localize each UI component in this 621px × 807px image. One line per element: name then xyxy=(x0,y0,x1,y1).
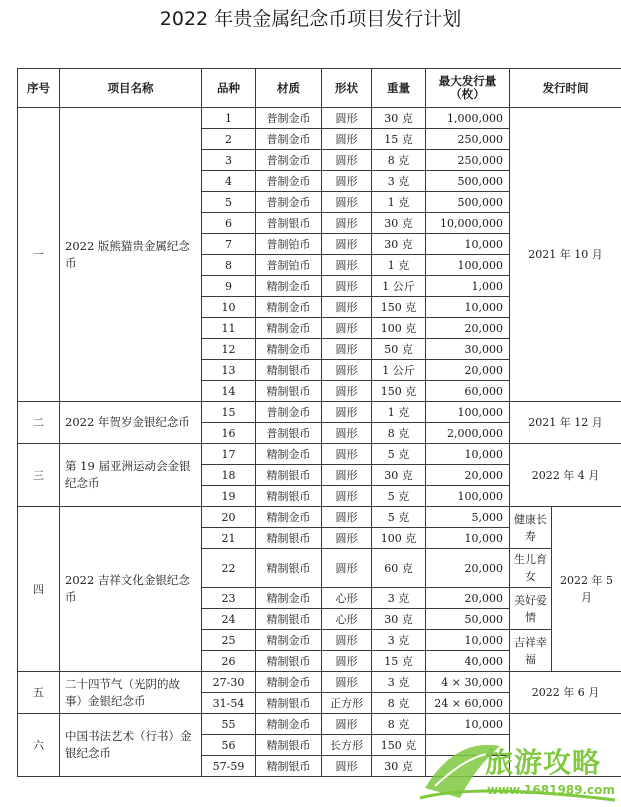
weight-cell: 30 克 xyxy=(372,213,426,234)
theme-cell: 吉祥幸福 xyxy=(510,630,552,672)
shape-cell: 圆形 xyxy=(322,150,372,171)
material-cell: 普制铂币 xyxy=(256,234,322,255)
mintage-cell: 10,000 xyxy=(426,630,510,651)
variety-cell: 12 xyxy=(202,339,256,360)
mintage-cell: 5,000 xyxy=(426,507,510,528)
material-cell: 精制金币 xyxy=(256,630,322,651)
variety-cell: 10 xyxy=(202,297,256,318)
variety-cell: 22 xyxy=(202,549,256,588)
variety-cell: 7 xyxy=(202,234,256,255)
shape-cell: 圆形 xyxy=(322,108,372,129)
variety-cell: 25 xyxy=(202,630,256,651)
issue-date: 2022 年 6 月 xyxy=(510,672,621,714)
mintage-cell: 10,000 xyxy=(426,444,510,465)
weight-cell: 5 克 xyxy=(372,507,426,528)
shape-cell: 圆形 xyxy=(322,486,372,507)
weight-cell: 100 克 xyxy=(372,528,426,549)
project-name: 中国书法艺术（行书）金银纪念币 xyxy=(60,714,202,777)
material-cell: 精制金币 xyxy=(256,276,322,297)
weight-cell: 30 克 xyxy=(372,108,426,129)
weight-cell: 60 克 xyxy=(372,549,426,588)
issue-date: 2021 年 12 月 xyxy=(510,402,621,444)
weight-cell: 3 克 xyxy=(372,588,426,609)
variety-cell: 17 xyxy=(202,444,256,465)
variety-cell: 14 xyxy=(202,381,256,402)
weight-cell: 1 克 xyxy=(372,192,426,213)
mintage-cell: 1,000,000 xyxy=(426,108,510,129)
mintage-cell: 60,000 xyxy=(426,381,510,402)
mintage-cell: 100,000 xyxy=(426,486,510,507)
weight-cell: 1 公斤 xyxy=(372,276,426,297)
header-material: 材质 xyxy=(256,69,322,108)
weight-cell: 5 克 xyxy=(372,486,426,507)
group-seq: 二 xyxy=(18,402,60,444)
material-cell: 精制金币 xyxy=(256,714,322,735)
variety-cell: 16 xyxy=(202,423,256,444)
shape-cell: 圆形 xyxy=(322,360,372,381)
table-row xyxy=(18,444,621,465)
mintage-cell: 20,000 xyxy=(426,465,510,486)
project-name: 第 19 届亚洲运动会金银纪念币 xyxy=(60,444,202,507)
mintage-cell: 30,000 xyxy=(426,339,510,360)
weight-cell: 1 克 xyxy=(372,255,426,276)
group-seq: 四 xyxy=(18,507,60,672)
shape-cell: 圆形 xyxy=(322,339,372,360)
material-cell: 普制金币 xyxy=(256,402,322,423)
header-shape: 形状 xyxy=(322,69,372,108)
material-cell: 普制金币 xyxy=(256,129,322,150)
header-variety: 品种 xyxy=(202,69,256,108)
variety-cell: 9 xyxy=(202,276,256,297)
shape-cell: 圆形 xyxy=(322,129,372,150)
material-cell: 普制金币 xyxy=(256,150,322,171)
shape-cell: 圆形 xyxy=(322,234,372,255)
mintage-cell: 2,000,000 xyxy=(426,423,510,444)
variety-cell: 8 xyxy=(202,255,256,276)
shape-cell: 圆形 xyxy=(322,423,372,444)
variety-cell: 23 xyxy=(202,588,256,609)
mintage-cell: 40,000 xyxy=(426,651,510,672)
variety-cell: 11 xyxy=(202,318,256,339)
material-cell: 普制金币 xyxy=(256,108,322,129)
mintage-cell: 250,000 xyxy=(426,129,510,150)
mintage-cell: 20,000 xyxy=(426,588,510,609)
shape-cell: 圆形 xyxy=(322,402,372,423)
mintage-cell: 20,000 xyxy=(426,318,510,339)
mintage-cell: 10,000 xyxy=(426,714,510,735)
shape-cell: 圆形 xyxy=(322,651,372,672)
shape-cell: 圆形 xyxy=(322,171,372,192)
weight-cell: 3 克 xyxy=(372,171,426,192)
variety-cell: 27-30 xyxy=(202,672,256,693)
material-cell: 精制金币 xyxy=(256,339,322,360)
mintage-cell: 20,000 xyxy=(426,549,510,588)
weight-cell: 100 克 xyxy=(372,318,426,339)
weight-cell: 15 克 xyxy=(372,129,426,150)
shape-cell: 圆形 xyxy=(322,444,372,465)
header-weight: 重量 xyxy=(372,69,426,108)
header-max-mintage: 最大发行量（枚） xyxy=(426,69,510,108)
variety-cell: 56 xyxy=(202,735,256,756)
variety-cell: 24 xyxy=(202,609,256,630)
group-seq: 一 xyxy=(18,108,60,402)
project-name: 2022 年贺岁金银纪念币 xyxy=(60,402,202,444)
weight-cell: 8 克 xyxy=(372,423,426,444)
variety-cell: 21 xyxy=(202,528,256,549)
shape-cell: 圆形 xyxy=(322,213,372,234)
weight-cell: 150 克 xyxy=(372,297,426,318)
material-cell: 精制银币 xyxy=(256,381,322,402)
theme-cell: 美好爱情 xyxy=(510,588,552,630)
material-cell: 普制金币 xyxy=(256,171,322,192)
variety-cell: 2 xyxy=(202,129,256,150)
weight-cell: 5 克 xyxy=(372,444,426,465)
shape-cell: 圆形 xyxy=(322,192,372,213)
issue-date: 2022 年 5 月 xyxy=(552,507,621,672)
variety-cell: 4 xyxy=(202,171,256,192)
header-issue-date: 发行时间 xyxy=(510,69,621,108)
header-project-name: 项目名称 xyxy=(60,69,202,108)
page-title: 2022 年贵金属纪念币项目发行计划 xyxy=(159,8,462,30)
issue-date: 2021 年 10 月 xyxy=(510,108,621,402)
weight-cell: 3 克 xyxy=(372,630,426,651)
variety-cell: 5 xyxy=(202,192,256,213)
shape-cell: 圆形 xyxy=(322,507,372,528)
variety-cell: 31-54 xyxy=(202,693,256,714)
weight-cell: 15 克 xyxy=(372,651,426,672)
material-cell: 普制铂币 xyxy=(256,255,322,276)
material-cell: 精制银币 xyxy=(256,735,322,756)
theme-cell: 生儿育女 xyxy=(510,549,552,588)
material-cell: 普制金币 xyxy=(256,192,322,213)
material-cell: 普制银币 xyxy=(256,213,322,234)
weight-cell: 150 克 xyxy=(372,381,426,402)
material-cell: 精制银币 xyxy=(256,465,322,486)
mintage-cell: 20,000 xyxy=(426,360,510,381)
mintage-cell: 500,000 xyxy=(426,192,510,213)
theme-cell: 健康长寿 xyxy=(510,507,552,549)
shape-cell: 圆形 xyxy=(322,672,372,693)
weight-cell: 30 克 xyxy=(372,465,426,486)
group-seq: 五 xyxy=(18,672,60,714)
shape-cell: 圆形 xyxy=(322,381,372,402)
mintage-cell: 10,000 xyxy=(426,234,510,255)
mintage-cell: 500,000 xyxy=(426,171,510,192)
material-cell: 精制金币 xyxy=(256,318,322,339)
variety-cell: 57-59 xyxy=(202,756,256,777)
variety-cell: 18 xyxy=(202,465,256,486)
variety-cell: 6 xyxy=(202,213,256,234)
variety-cell: 26 xyxy=(202,651,256,672)
mintage-cell: 100,000 xyxy=(426,402,510,423)
shape-cell: 圆形 xyxy=(322,549,372,588)
weight-cell: 8 克 xyxy=(372,693,426,714)
watermark-text: 旅游攻略 xyxy=(485,746,602,779)
weight-cell: 50 克 xyxy=(372,339,426,360)
mintage-cell: 100,000 xyxy=(426,255,510,276)
weight-cell: 3 克 xyxy=(372,672,426,693)
shape-cell: 圆形 xyxy=(322,297,372,318)
mintage-cell: 50,000 xyxy=(426,609,510,630)
shape-cell: 圆形 xyxy=(322,630,372,651)
weight-cell: 150 克 xyxy=(372,735,426,756)
shape-cell: 圆形 xyxy=(322,756,372,777)
mintage-cell: 4 × 30,000 xyxy=(426,672,510,693)
shape-cell: 心形 xyxy=(322,609,372,630)
weight-cell: 30 克 xyxy=(372,234,426,255)
shape-cell: 圆形 xyxy=(322,465,372,486)
issue-date: 2022 年 4 月 xyxy=(510,444,621,507)
header-seq: 序号 xyxy=(18,69,60,108)
material-cell: 精制银币 xyxy=(256,756,322,777)
coin-issuance-table xyxy=(17,68,621,777)
variety-cell: 13 xyxy=(202,360,256,381)
material-cell: 精制金币 xyxy=(256,672,322,693)
table-row xyxy=(18,672,621,693)
shape-cell: 圆形 xyxy=(322,255,372,276)
material-cell: 精制银币 xyxy=(256,693,322,714)
project-name: 2022 版熊猫贵金属纪念币 xyxy=(60,108,202,402)
material-cell: 精制金币 xyxy=(256,588,322,609)
shape-cell: 圆形 xyxy=(322,276,372,297)
weight-cell: 1 公斤 xyxy=(372,360,426,381)
material-cell: 精制金币 xyxy=(256,444,322,465)
shape-cell: 心形 xyxy=(322,588,372,609)
project-name: 2022 吉祥文化金银纪念币 xyxy=(60,507,202,672)
group-seq: 三 xyxy=(18,444,60,507)
shape-cell: 长方形 xyxy=(322,735,372,756)
group-seq: 六 xyxy=(18,714,60,777)
table-row xyxy=(18,108,621,129)
mintage-cell: 24 × 60,000 xyxy=(426,693,510,714)
variety-cell: 20 xyxy=(202,507,256,528)
weight-cell: 8 克 xyxy=(372,714,426,735)
shape-cell: 圆形 xyxy=(322,714,372,735)
table-row xyxy=(18,507,621,528)
material-cell: 精制银币 xyxy=(256,528,322,549)
material-cell: 普制银币 xyxy=(256,423,322,444)
material-cell: 精制银币 xyxy=(256,486,322,507)
material-cell: 精制银币 xyxy=(256,549,322,588)
weight-cell: 1 克 xyxy=(372,402,426,423)
shape-cell: 圆形 xyxy=(322,528,372,549)
variety-cell: 15 xyxy=(202,402,256,423)
shape-cell: 正方形 xyxy=(322,693,372,714)
weight-cell: 8 克 xyxy=(372,150,426,171)
mintage-cell: 1,000 xyxy=(426,276,510,297)
variety-cell: 1 xyxy=(202,108,256,129)
material-cell: 精制银币 xyxy=(256,609,322,630)
mintage-cell: 10,000 xyxy=(426,528,510,549)
material-cell: 精制银币 xyxy=(256,360,322,381)
mintage-cell: 10,000 xyxy=(426,297,510,318)
variety-cell: 19 xyxy=(202,486,256,507)
table-row xyxy=(18,402,621,423)
material-cell: 精制银币 xyxy=(256,651,322,672)
weight-cell: 30 克 xyxy=(372,609,426,630)
material-cell: 精制金币 xyxy=(256,297,322,318)
material-cell: 精制金币 xyxy=(256,507,322,528)
weight-cell: 30 克 xyxy=(372,756,426,777)
variety-cell: 3 xyxy=(202,150,256,171)
project-name: 二十四节气（光阴的故事）金银纪念币 xyxy=(60,672,202,714)
mintage-cell: 10,000,000 xyxy=(426,213,510,234)
variety-cell: 55 xyxy=(202,714,256,735)
mintage-cell: 250,000 xyxy=(426,150,510,171)
shape-cell: 圆形 xyxy=(322,318,372,339)
watermark-url: www.1681989.com xyxy=(487,783,615,797)
table-body xyxy=(18,108,621,777)
